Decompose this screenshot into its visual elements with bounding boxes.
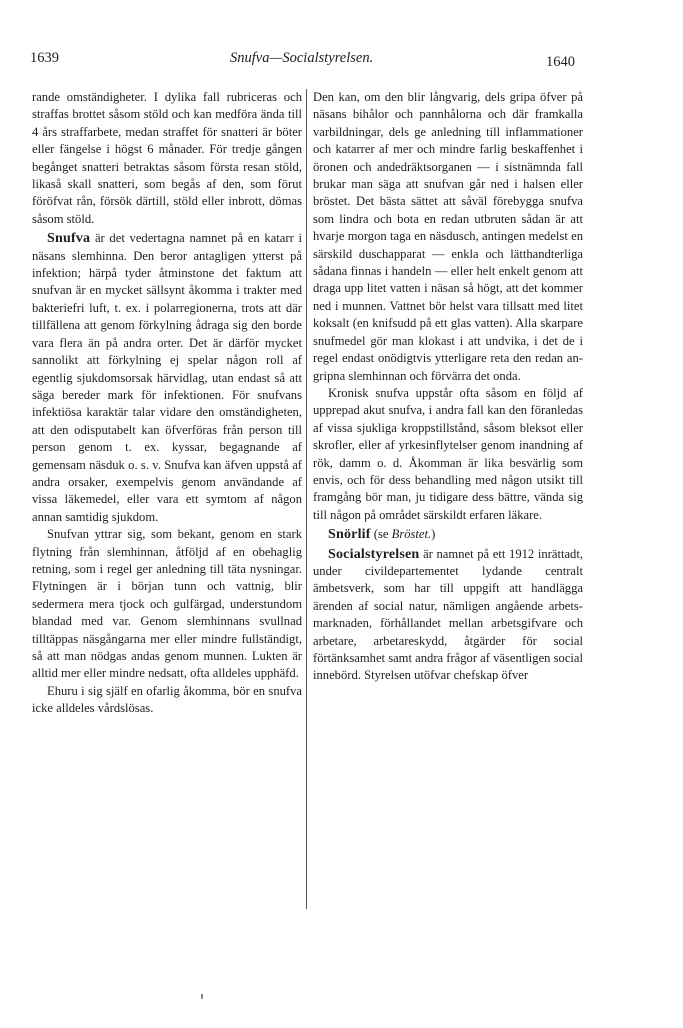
paragraph-snufva-symptoms: Snufvan yttrar sig, som bekant, genom en stark flytning från slemhinnan, åtföljd af en obehaglig retning, som i regel ger anledning till täta nysningar. Flytningen är i början tunn och vattnig, blir sedermera mera tjock och gulfärgad, understundom blandad med var. Genom slemhinnans svullnad tilltäppas näsgångarna mer eller mindre fullständigt, så att man nödgas andas genom munnen. Lukten är alltid mer eller mindre nedsatt, ofta alldeles upphäfd.	[32, 527, 302, 681]
right-page-number: 1640	[546, 54, 575, 70]
entry-snorlif	[313, 526, 583, 543]
headword-snorlif: Snörlif	[328, 527, 371, 543]
snorlif-ref-close: )	[431, 527, 436, 542]
right-column	[313, 89, 583, 685]
entry-snufva	[32, 230, 302, 526]
snorlif-ref-open: (se	[370, 527, 392, 542]
column-divider	[306, 89, 307, 909]
headword-snufva: Snufva	[47, 231, 91, 247]
entry-socialstyrelsen	[313, 546, 583, 685]
paragraph-snatteri-end: rande omständigheter. I dylika fall rubriceras och straffas brottet såsom stöld och kan medföra ända till 4 års straffarbete, medan straffet för snatteri är böter eller fängelse i högst 6 månader. För tredje gången begånget snatteri betraktas såsom första resan stöld, likaså skall snatteri, som begås af den, som förut föröfvat rån, försök därtill, stöld eller inbrott, dömas såsom stöld.	[32, 90, 302, 226]
left-column	[32, 89, 302, 718]
paragraph-snufva-care: Ehuru i sig själf en ofarlig åkomma, bör en snufva icke alldeles vårdslösas.	[32, 683, 302, 716]
running-title: Snufva—Socialstyrelsen.	[230, 50, 374, 66]
entry-socialstyrelsen-body: är namnet på ett 1912 inrättadt, under civildepartementet lydande centralt ämbetsverk, som har till uppgift att handlägga ärenden af social natur, nämligen angående arbetsmarknaden, förhållandet mellan arbetsgifvare och arbetare, arbetareskydd, åtgärder för social förtänksamhet samt andra frågor af väsentligen social innebörd. Styrelsen utöfvar chefskap öfver	[313, 546, 583, 683]
snorlif-cross-reference: Bröstet.	[391, 527, 432, 542]
headword-socialstyrelsen: Socialstyrelsen	[328, 546, 420, 562]
left-page-number: 1639	[30, 50, 59, 66]
entry-snufva-body: är det vedertagna namnet på en katarr i näsans slemhinna. Den beror antagligen ytterst på infektion; härpå tyder åtminstone det faktum att snufvan är en mycket sällsynt åkomma i trakter med bakteriefri luft, t. ex. i polarregionerna, trots att där tillfällena att genom förkylning ådraga sig den borde vara flera än på andra orter. Det är därför mycket sannolikt att förkylning ej spelar någon roll af egentlig sjukdomsorsak härvidlag, utan endast så att säga bereder mark för infektionen. För snufvans infektiösa karaktär talar vidare den omständigheten, att den odisputabelt kan öfverföras från person till person genom t. ex. kyssar, begagnande af gemensam näsduk o. s. v. Snufva kan äfven uppstå af andra orsaker, exempelvis genom användande af vissa läkemedel, eller vara ett symtom af någon annan samtidig sjukdom.	[32, 231, 302, 524]
running-header	[30, 50, 575, 70]
print-mark	[201, 994, 203, 999]
paragraph-kronisk-snufva: Kronisk snufva uppstår ofta såsom en följd af upprepad akut snufva, i andra fall kan den föranledas af vissa sjukliga kroppstillstånd, såsom bleksot eller skrofler, eller af yrkesinflytelser genom inandning af rök, damm o. d. Åkomman är lika besvärlig som envis, och för dess behandling med någon utsikt till framgång bör man, ju tidigare dess bättre, vända sig till någon på området särskildt erfaren läkare.	[313, 385, 583, 522]
paragraph-snufva-treatment: Den kan, om den blir långvarig, dels gripa öfver på näsans bihålor och pannhålorna och där framkalla varbildningar, dels ge anledning till inflammationer och katarrer af mer och mindre farlig beskaffenhet i öronen och andedräktsorganen — i sistnämnda fall brukar man säga att snufvan går ned i halsen eller bröstet. Det bästa sättet att såväl förebygga snufva som lindra och bota en redan utbruten sådan är att hvarje morgon taga en näsdusch, antingen medelst en särskild duschapparat — enkla och lätthandterliga sådana finnas i handeln — eller helt enkelt genom att draga upp litet vatten i näsan så högt, att det kommer ned i munnen. Vattnet bör helst vara tillsatt med litet koksalt (en knifsudd på ett glas vatten). Alla skarpare snufmedel gör man klokast i att undvika, i det de i regel endast onödigtvis ytterligare reta den redan angripna slemhinnan och förvärra det onda.	[313, 90, 583, 383]
